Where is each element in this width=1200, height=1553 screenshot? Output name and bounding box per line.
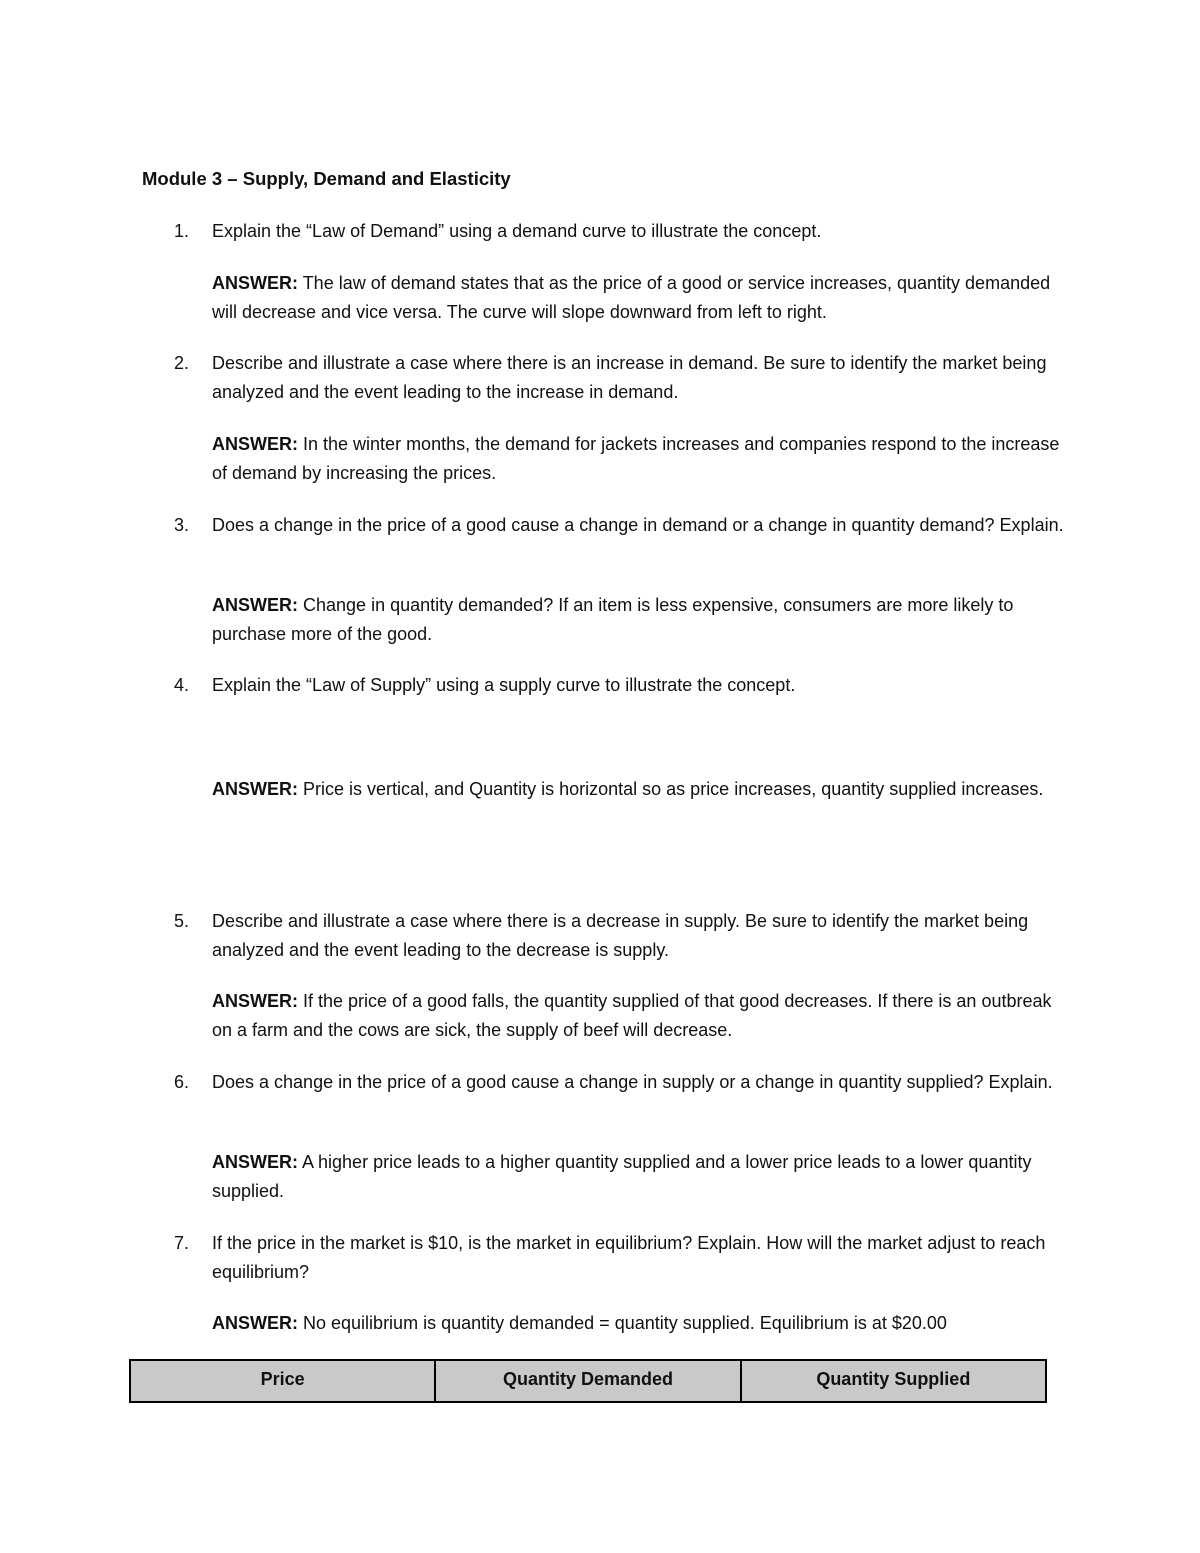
table-header-quantity-demanded: Quantity Demanded bbox=[436, 1361, 741, 1401]
answer-label: ANSWER: bbox=[212, 991, 298, 1011]
table-header-price: Price bbox=[131, 1361, 436, 1401]
page-title: Module 3 – Supply, Demand and Elasticity bbox=[142, 168, 511, 189]
question-number: 3. bbox=[174, 515, 190, 535]
question-3 bbox=[174, 511, 1072, 540]
answer-text: In the winter months, the demand for jackets increases and companies respond to the increase of demand by increasing the prices. bbox=[212, 434, 1060, 483]
answer-text: A higher price leads to a higher quantity supplied and a lower price leads to a lower quantity supplied. bbox=[212, 1152, 1032, 1201]
answer-6 bbox=[212, 1148, 1072, 1205]
question-text: Explain the “Law of Demand” using a demand curve to illustrate the concept. bbox=[212, 221, 822, 241]
question-text: Describe and illustrate a case where there is an increase in demand. Be sure to identify the market being analyzed and the event leading to the increase in demand. bbox=[212, 353, 1047, 402]
answer-label: ANSWER: bbox=[212, 779, 298, 799]
question-number: 5. bbox=[174, 911, 190, 931]
answer-label: ANSWER: bbox=[212, 273, 298, 293]
question-number: 1. bbox=[174, 221, 190, 241]
question-number: 4. bbox=[174, 675, 190, 695]
answer-text: The law of demand states that as the price of a good or service increases, quantity demanded will decrease and vice versa. The curve will slope downward from left to right. bbox=[212, 273, 1051, 322]
answer-text: Change in quantity demanded? If an item is less expensive, consumers are more likely to purchase more of the good. bbox=[212, 595, 1014, 644]
table-header-quantity-supplied: Quantity Supplied bbox=[816, 1369, 971, 1389]
question-text: Explain the “Law of Supply” using a supply curve to illustrate the concept. bbox=[212, 675, 796, 695]
answer-text: No equilibrium is quantity demanded = quantity supplied. Equilibrium is at $20.00 bbox=[303, 1313, 947, 1333]
answer-3 bbox=[212, 591, 1072, 648]
question-text: Describe and illustrate a case where there is a decrease in supply. Be sure to identify the market being analyzed and the event leading to the decrease is supply. bbox=[212, 911, 1029, 960]
question-number: 2. bbox=[174, 353, 190, 373]
answer-label: ANSWER: bbox=[212, 434, 298, 454]
answer-1 bbox=[212, 269, 1072, 326]
answer-5 bbox=[212, 987, 1072, 1044]
answer-text: If the price of a good falls, the quantity supplied of that good decreases. If there is an outbreak on a farm and the cows are sick, the supply of beef will decrease. bbox=[212, 991, 1052, 1040]
answer-4 bbox=[212, 775, 1072, 804]
question-number: 7. bbox=[174, 1233, 190, 1253]
question-text: Does a change in the price of a good cause a change in supply or a change in quantity supplied? Explain. bbox=[212, 1072, 1053, 1092]
question-4 bbox=[174, 671, 1072, 700]
question-1 bbox=[174, 217, 1072, 246]
answer-text: Price is vertical, and Quantity is horizontal so as price increases, quantity supplied increases. bbox=[303, 779, 1044, 799]
answer-label: ANSWER: bbox=[212, 1152, 298, 1172]
question-2 bbox=[174, 349, 1072, 406]
answer-7 bbox=[212, 1309, 1072, 1338]
answer-label: ANSWER: bbox=[212, 595, 298, 615]
answer-label: ANSWER: bbox=[212, 1313, 298, 1333]
question-5 bbox=[174, 907, 1072, 964]
question-6 bbox=[174, 1068, 1072, 1097]
price-quantity-table bbox=[129, 1359, 1047, 1403]
question-number: 6. bbox=[174, 1072, 190, 1092]
question-text: If the price in the market is $10, is the market in equilibrium? Explain. How will the market adjust to reach equilibrium? bbox=[212, 1233, 1046, 1282]
question-text: Does a change in the price of a good cause a change in demand or a change in quantity demand? Explain. bbox=[212, 515, 1064, 535]
question-7 bbox=[174, 1229, 1072, 1286]
answer-2 bbox=[212, 430, 1072, 487]
